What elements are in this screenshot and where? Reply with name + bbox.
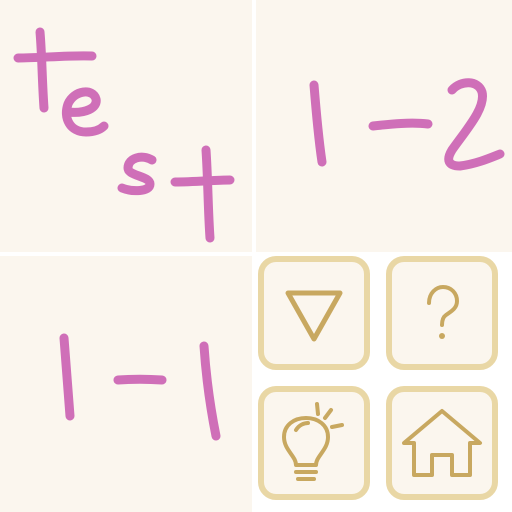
help-button[interactable] [386,256,498,370]
control-panel [256,256,512,512]
triangle-down-button[interactable] [258,256,370,370]
level-tile-test[interactable] [0,0,252,252]
triangle-down-icon [282,281,346,345]
question-mark-icon [410,281,474,345]
level-tile-1-1[interactable] [0,256,252,512]
home-button[interactable] [386,386,498,500]
level-tile-1-2[interactable] [256,0,512,252]
handwriting-1-2 [256,0,512,252]
handwriting-1-1 [0,256,252,512]
hint-button[interactable] [258,386,370,500]
handwriting-test [0,0,252,252]
lightbulb-icon [274,398,354,488]
home-icon [400,405,484,481]
